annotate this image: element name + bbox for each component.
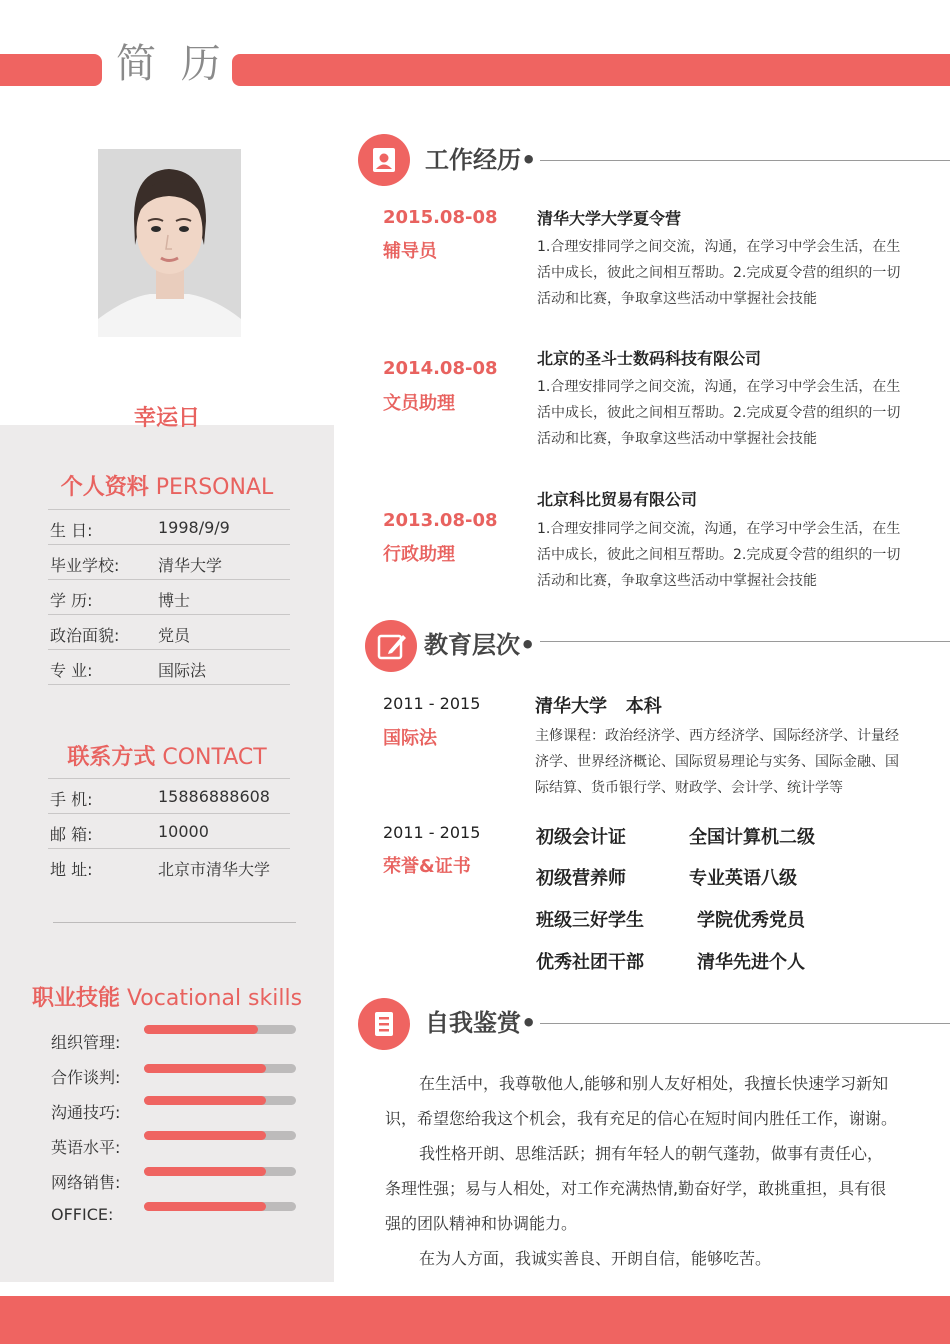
work-date: 2015.08-08 <box>383 207 498 228</box>
contact-title-en: CONTACT <box>162 745 267 770</box>
work-description <box>537 234 919 312</box>
work-company: 清华大学大学夏令营 <box>537 209 682 228</box>
skill-bar <box>144 1202 296 1211</box>
education-section-title: 教育层次• <box>424 631 536 659</box>
info-label: 学 历: <box>50 591 93 610</box>
skill-bar <box>144 1025 296 1034</box>
work-desc-line: 活动和比赛，争取拿这些活动中掌握社会技能 <box>537 573 817 589</box>
skill-bar <box>144 1167 296 1176</box>
info-value: 博士 <box>158 591 191 610</box>
skills-title-cn: 职业技能 <box>31 986 120 1011</box>
honor-item: 班级三好学生 <box>536 910 644 931</box>
work-desc-line: 1.合理安排同学之间交流，沟通，在学习中学会生活，在生 <box>537 239 901 255</box>
self-evaluation <box>385 1066 917 1276</box>
info-label: 手 机: <box>50 790 93 809</box>
skill-bar-fill <box>144 1064 266 1073</box>
self-title-rule <box>540 1023 950 1024</box>
honor-item: 优秀社团干部 <box>536 952 644 973</box>
work-desc-line: 活动和比赛，争取拿这些活动中掌握社会技能 <box>537 291 817 307</box>
header-bar-right <box>232 54 950 86</box>
self-line: 在生活中，我尊敬他人,能够和别人友好相处，我擅长快速学习新知 <box>419 1074 889 1093</box>
work-desc-line: 1.合理安排同学之间交流，沟通，在学习中学会生活，在生 <box>537 379 901 395</box>
personal-section-title <box>0 470 334 501</box>
contact-row-email <box>48 814 290 849</box>
honor-item: 学院优秀党员 <box>697 910 805 931</box>
honor-date: 2011 - 2015 <box>383 823 481 842</box>
work-company: 北京的圣斗士数码科技有限公司 <box>537 349 762 368</box>
info-label: 专 业: <box>50 661 93 680</box>
skill-label: 网络销售: <box>51 1173 121 1192</box>
info-value: 清华大学 <box>158 556 223 575</box>
self-line: 在为人方面，我诚实善良、开朗自信，能够吃苦。 <box>419 1249 772 1268</box>
work-desc-line: 活中成长，彼此之间相互帮助。2.完成夏令营的组织的一切 <box>537 547 901 563</box>
work-desc-line: 活动和比赛，争取拿这些活动中掌握社会技能 <box>537 431 817 447</box>
work-date: 2014.08-08 <box>383 358 498 379</box>
info-value: 北京市清华大学 <box>158 860 271 879</box>
personal-row-school <box>48 545 290 580</box>
education-title-rule <box>540 641 950 642</box>
course-line: 主修课程：政治经济学、西方经济学、国际经济学、计量经 <box>535 728 899 744</box>
personal-row-birthday <box>48 510 290 545</box>
info-label: 政治面貌: <box>50 626 120 645</box>
pencil-icon <box>365 620 417 672</box>
work-role: 辅导员 <box>383 241 437 262</box>
info-value: 15886888608 <box>158 787 270 806</box>
portrait-icon <box>358 134 410 186</box>
skill-bar-fill <box>144 1096 266 1105</box>
personal-title-en: PERSONAL <box>155 475 274 500</box>
personal-row-major <box>48 650 290 685</box>
person-name: 幸运日 <box>133 406 200 431</box>
honor-item: 初级会计证 <box>536 827 626 848</box>
work-date: 2013.08-08 <box>383 510 498 531</box>
page-title: 简 历 <box>116 41 227 87</box>
info-value: 党员 <box>158 626 191 645</box>
work-role: 行政助理 <box>383 544 455 565</box>
skill-bar <box>144 1096 296 1105</box>
info-label: 邮 箱: <box>50 825 93 844</box>
self-line: 强的团队精神和协调能力。 <box>385 1214 578 1233</box>
skill-bar-fill <box>144 1202 266 1211</box>
honor-label: 荣誉&证书 <box>383 856 471 877</box>
personal-title-cn: 个人资料 <box>60 475 149 500</box>
skill-bar-fill <box>144 1167 266 1176</box>
work-role: 文员助理 <box>383 393 455 414</box>
work-desc-line: 活中成长，彼此之间相互帮助。2.完成夏令营的组织的一切 <box>537 265 901 281</box>
work-desc-line: 活中成长，彼此之间相互帮助。2.完成夏令营的组织的一切 <box>537 405 901 421</box>
work-description <box>537 374 919 452</box>
info-label: 毕业学校: <box>50 556 120 575</box>
self-line: 条理性强；易与人相处，对工作充满热情,勤奋好学，敢挑重担，具有很 <box>385 1179 887 1198</box>
skill-label: 组织管理: <box>51 1033 121 1052</box>
contact-section-title <box>0 740 334 771</box>
info-value: 1998/9/9 <box>158 518 230 537</box>
info-value: 10000 <box>158 822 209 841</box>
honor-item: 专业英语八级 <box>689 868 797 889</box>
contact-title-cn: 联系方式 <box>67 745 156 770</box>
self-section-title: 自我鉴赏• <box>425 1009 537 1037</box>
profile-photo <box>98 149 241 337</box>
honor-item: 全国计算机二级 <box>689 827 815 848</box>
info-label: 地 址: <box>50 860 93 879</box>
left-divider <box>53 922 296 923</box>
footer-bar <box>0 1296 950 1344</box>
honor-item: 清华先进个人 <box>697 952 805 973</box>
skills-title-en: Vocational skills <box>126 986 303 1011</box>
work-desc-line: 1.合理安排同学之间交流，沟通，在学习中学会生活，在生 <box>537 521 901 537</box>
personal-row-politics <box>48 615 290 650</box>
header-bar-left <box>0 54 102 86</box>
skill-label: 沟通技巧: <box>51 1103 121 1122</box>
course-line: 际结算、货币银行学、财政学、会计学、统计学等 <box>535 780 843 796</box>
skill-label: 合作谈判: <box>51 1068 121 1087</box>
skills-section-title <box>0 981 334 1012</box>
work-description <box>537 516 919 594</box>
course-line: 济学、世界经济概论、国际贸易理论与实务、国际金融、国 <box>535 754 899 770</box>
self-line: 我性格开朗、思维活跃；拥有年轻人的朝气蓬勃，做事有责任心， <box>419 1144 884 1163</box>
skill-bar <box>144 1131 296 1140</box>
skill-bar <box>144 1064 296 1073</box>
education-courses <box>535 723 917 801</box>
self-line: 识，希望您给我这个机会，我有充足的信心在短时间内胜任工作，谢谢。 <box>385 1109 898 1128</box>
info-label: 生 日: <box>50 521 93 540</box>
info-value: 国际法 <box>158 661 207 680</box>
work-section-title: 工作经历• <box>425 146 537 174</box>
work-title-rule <box>540 160 950 161</box>
education-date: 2011 - 2015 <box>383 694 481 713</box>
education-major: 国际法 <box>383 728 437 749</box>
contact-row-phone <box>48 779 290 814</box>
skill-label: 英语水平: <box>51 1138 121 1157</box>
document-icon <box>358 998 410 1050</box>
skill-label: OFFICE: <box>51 1205 114 1224</box>
personal-row-degree <box>48 580 290 615</box>
honor-item: 初级营养师 <box>536 868 626 889</box>
work-company: 北京科比贸易有限公司 <box>537 490 698 509</box>
skill-bar-fill <box>144 1131 266 1140</box>
education-school: 清华大学 本科 <box>535 696 662 717</box>
contact-row-address <box>48 849 290 884</box>
skill-bar-fill <box>144 1025 258 1034</box>
